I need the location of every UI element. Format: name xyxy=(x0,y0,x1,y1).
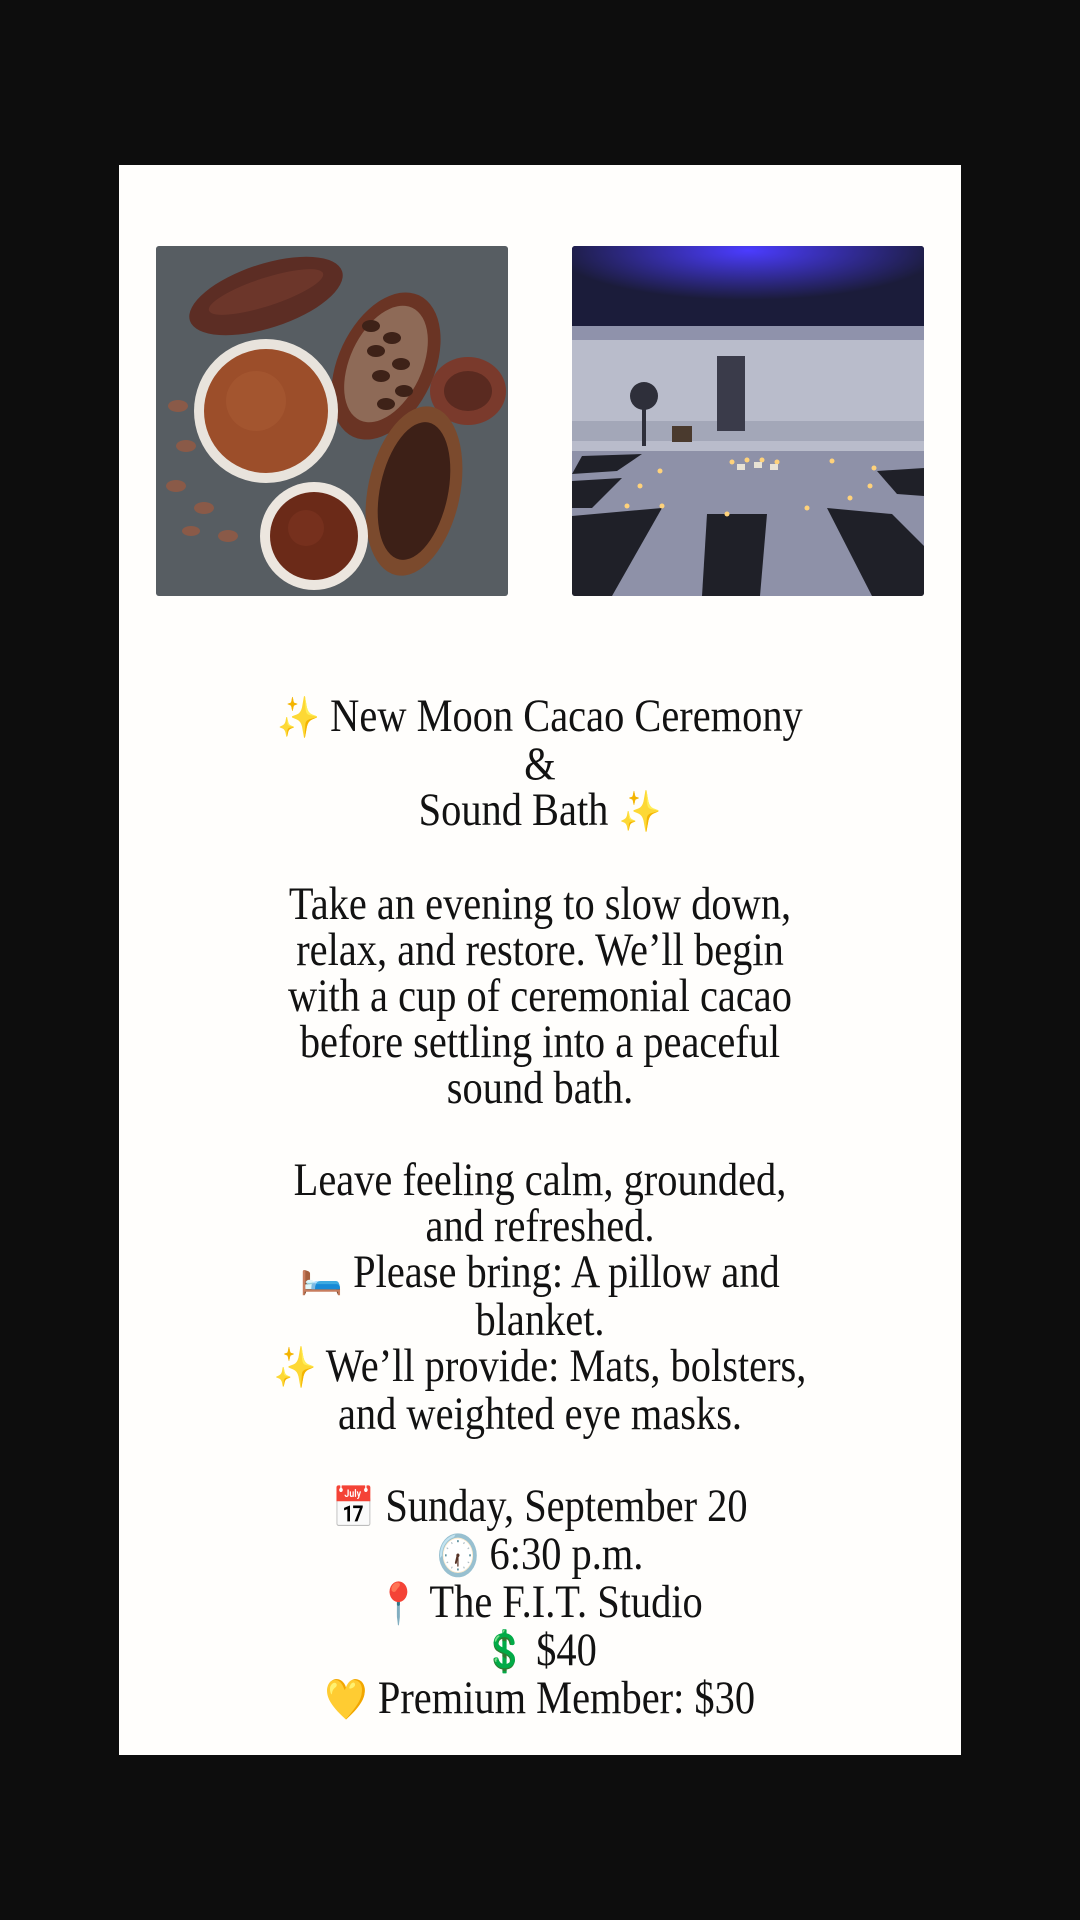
member-price-text: Premium Member: $30 xyxy=(377,1672,756,1724)
event-card xyxy=(119,165,961,1755)
event-description: Take an evening to slow down, relax, and restore. We’ll begin with a cup of ceremonial cacao before settling into a peaceful sound bath. xyxy=(288,878,792,1114)
location-text: The F.I.T. Studio xyxy=(429,1576,703,1628)
event-title xyxy=(264,690,816,836)
pin-icon: 📍 xyxy=(377,1581,421,1627)
calendar-icon: 📅 xyxy=(332,1485,376,1531)
sound-bath-room-photo xyxy=(572,246,924,596)
cacao-photo xyxy=(156,246,508,596)
time-text: 6:30 p.m. xyxy=(489,1528,644,1580)
time-item xyxy=(264,1528,816,1580)
sparkle-icon: ✨ xyxy=(277,695,321,741)
bring-item xyxy=(264,1246,816,1346)
yellow-heart-icon: 💛 xyxy=(324,1677,368,1723)
bring-text: Please bring: A pillow and blanket. xyxy=(353,1246,780,1346)
provide-text: We’ll provide: Mats, bolsters, and weighted eye masks. xyxy=(325,1340,807,1440)
price-item xyxy=(264,1624,816,1676)
event-outcome: Leave feeling calm, grounded, and refreshed. xyxy=(293,1154,787,1252)
date-item xyxy=(264,1480,816,1532)
provide-item xyxy=(264,1340,816,1440)
location-item xyxy=(264,1576,816,1628)
event-title-line-2: Sound Bath xyxy=(418,784,609,836)
member-price-item xyxy=(264,1672,816,1724)
dollar-icon: 💲 xyxy=(483,1629,527,1675)
date-text: Sunday, September 20 xyxy=(385,1480,748,1532)
sparkle-icon: ✨ xyxy=(273,1345,317,1391)
clock-icon: 🕡 xyxy=(436,1533,480,1579)
event-title-line-1: New Moon Cacao Ceremony & xyxy=(330,690,803,790)
sparkle-icon: ✨ xyxy=(618,789,662,835)
event-details xyxy=(264,690,816,1724)
bed-icon: 🛏️ xyxy=(300,1251,344,1297)
price-text: $40 xyxy=(536,1624,597,1676)
